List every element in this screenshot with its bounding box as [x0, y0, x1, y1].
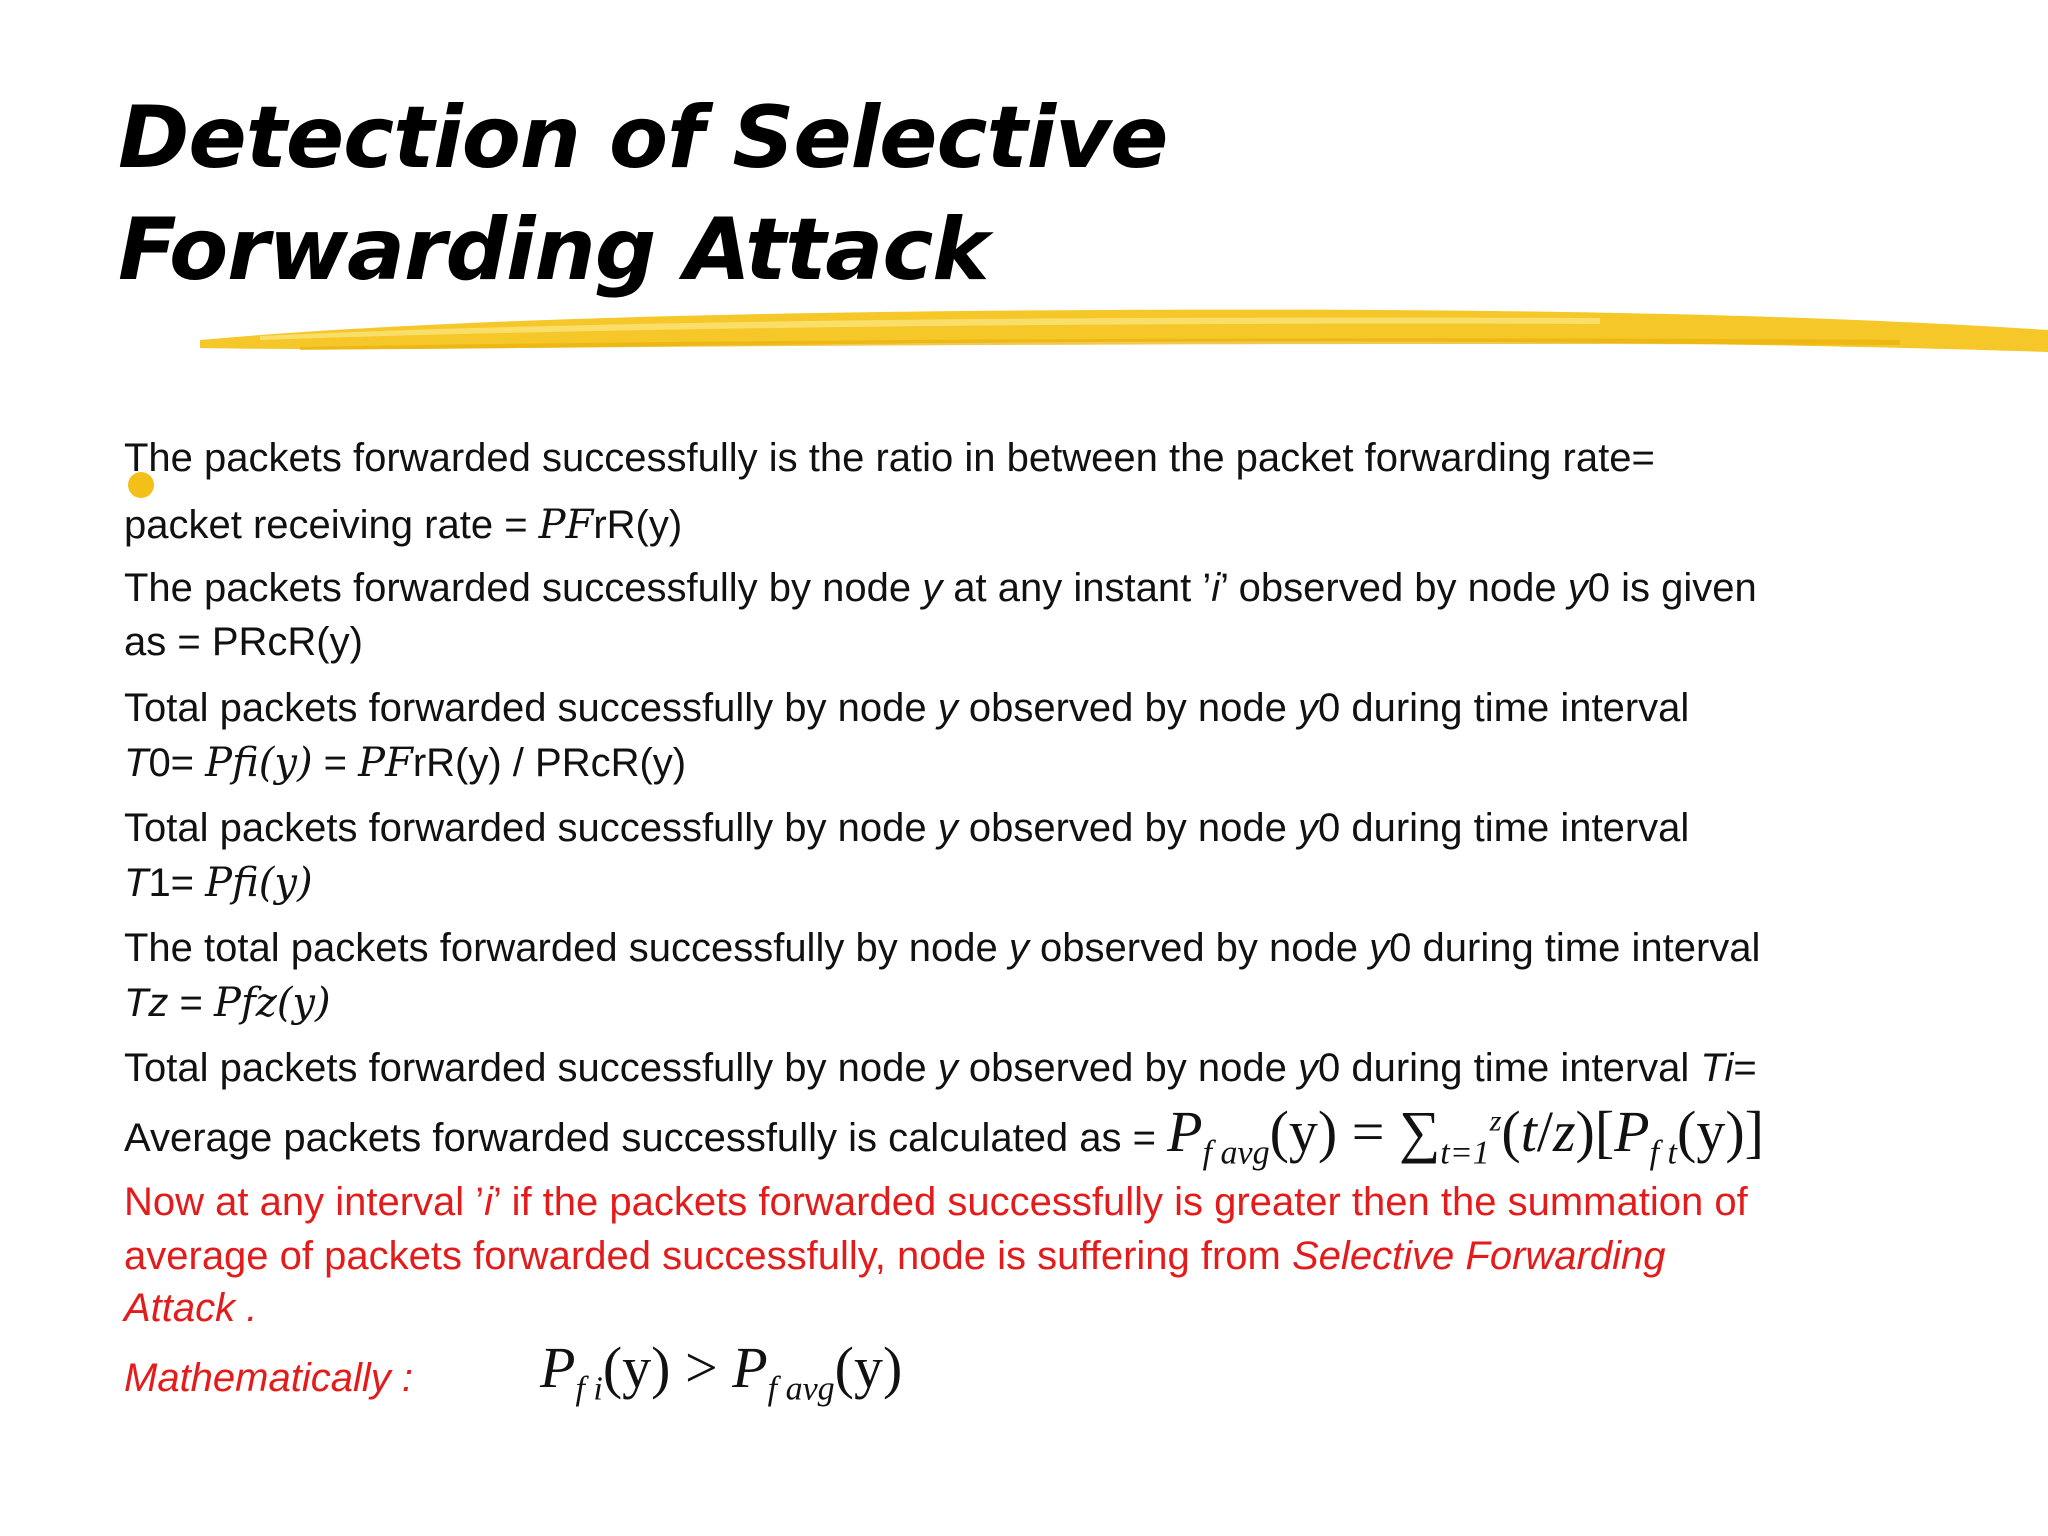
p6-var-y0: y — [1297, 1046, 1318, 1090]
paragraph-6-line-1 — [124, 1046, 1976, 1091]
paragraph-7 — [124, 1098, 1764, 1173]
p3-T: T — [124, 741, 149, 785]
p3-math-2: PF — [358, 740, 413, 786]
mathematically-label — [124, 1356, 413, 1401]
p3-rest: rR(y) / PRcR(y) — [412, 741, 687, 785]
p3-a: Total packets forwarded successfully by node — [124, 686, 938, 730]
p8-line2-a: average of packets forwarded successfully, node is suffering from — [124, 1234, 1292, 1278]
paragraph-1-line-2 — [124, 502, 682, 548]
p5-T: Tz — [124, 981, 169, 1025]
paragraph-1-line-1 — [124, 436, 1976, 481]
p5-var-y: y — [1008, 926, 1029, 970]
p4-T: T — [124, 861, 149, 905]
p6-b: observed by node — [957, 1046, 1298, 1090]
p4-var-y: y — [937, 806, 958, 850]
inequality-formula: $P_{f i}(y) > P_{f avg}(y)$ — [540, 1335, 903, 1408]
p3-eq: 0= — [148, 741, 206, 785]
p8-line2-b: Selective Forwarding — [1292, 1234, 1666, 1278]
p8-line1 — [124, 1180, 1748, 1225]
slide-title — [118, 82, 1167, 306]
paragraph-8-line-1 — [124, 1180, 1976, 1225]
p3-eq2: = — [312, 741, 359, 785]
p4-c: 0 during time interval — [1317, 806, 1690, 850]
paragraph-3-line-2 — [124, 740, 686, 786]
p6-d: = — [1733, 1046, 1757, 1090]
p2-a: The packets forwarded successfully by node — [124, 566, 923, 610]
p8-a: Now at any interval ’ — [124, 1180, 485, 1224]
p6-var-y: y — [937, 1046, 958, 1090]
p5-var-y0: y — [1369, 926, 1390, 970]
highlighter-stroke — [200, 300, 2048, 370]
p2-var-y: y — [922, 566, 943, 610]
p4-eq: 1= — [148, 861, 206, 905]
p9-label: Mathematically : — [124, 1356, 413, 1400]
p5-math: Pfz(y) — [214, 980, 331, 1026]
p3-var-y0: y — [1297, 686, 1318, 730]
p6-line1 — [124, 1046, 1757, 1091]
paragraph-8-line-2 — [124, 1234, 1666, 1279]
p3-c: 0 during time interval — [1317, 686, 1690, 730]
p5-eq: = — [168, 981, 215, 1025]
paragraph-4-line-1 — [124, 806, 1976, 851]
p2-var-y0: y — [1567, 566, 1588, 610]
p4-var-y0: y — [1297, 806, 1318, 850]
p4-b: observed by node — [957, 806, 1298, 850]
p5-a: The total packets forwarded successfully by node — [124, 926, 1009, 970]
p8-line3: Attack . — [124, 1286, 258, 1330]
p6-a: Total packets forwarded successfully by node — [124, 1046, 938, 1090]
p1-math: PF — [538, 502, 594, 548]
p1-text: The packets forwarded successfully is the ratio in between the packet forwarding rate= — [124, 436, 1655, 480]
p3-b: observed by node — [957, 686, 1298, 730]
paragraph-8-line-3 — [124, 1286, 257, 1331]
p6-c: 0 during time interval — [1317, 1046, 1701, 1090]
p3-var-y: y — [937, 686, 958, 730]
title-line-2: Forwarding Attack — [118, 200, 989, 300]
paragraph-2-line-1 — [124, 566, 1976, 611]
paragraph-3-line-1 — [124, 686, 1976, 731]
p4-line1 — [124, 806, 1689, 851]
p8-var-i: i — [484, 1180, 494, 1224]
p5-c: 0 during time interval — [1389, 926, 1761, 970]
p5-b: observed by node — [1028, 926, 1370, 970]
p2-d: 0 is given — [1587, 566, 1757, 610]
p5-line1 — [124, 926, 1760, 971]
p4-a: Total packets forwarded successfully by node — [124, 806, 938, 850]
p3-math-1: Pfi(y) — [205, 740, 313, 786]
average-formula: $P_{f avg}(y) = \sum_{t=1}^z(t/z)[P_{f t}(y)]$ — [1167, 1099, 1764, 1172]
p2-line1 — [124, 566, 1757, 611]
p3-line1 — [124, 686, 1689, 731]
p2-c: ’ observed by node — [1220, 566, 1568, 610]
paragraph-5-line-2 — [124, 980, 331, 1026]
paragraph-5-line-1 — [124, 926, 1976, 971]
paragraph-4-line-2 — [124, 860, 313, 906]
p2-b: at any instant ’ — [942, 566, 1212, 610]
p1-prefix: packet receiving rate = — [124, 503, 539, 547]
p2-var-i: i — [1211, 566, 1221, 610]
p1-suffix: rR(y) — [593, 503, 683, 547]
p4-math: Pfi(y) — [205, 860, 313, 906]
title-line-1: Detection of Selective — [118, 88, 1168, 188]
paragraph-2-line-2 — [124, 620, 363, 665]
p6-T: Ti — [1700, 1046, 1734, 1090]
p2-line2: as = PRcR(y) — [124, 620, 363, 664]
p7-text: Average packets forwarded successfully is calculated as = — [124, 1116, 1168, 1160]
p8-b: ’ if the packets forwarded successfully is greater then the summation of — [493, 1180, 1748, 1224]
